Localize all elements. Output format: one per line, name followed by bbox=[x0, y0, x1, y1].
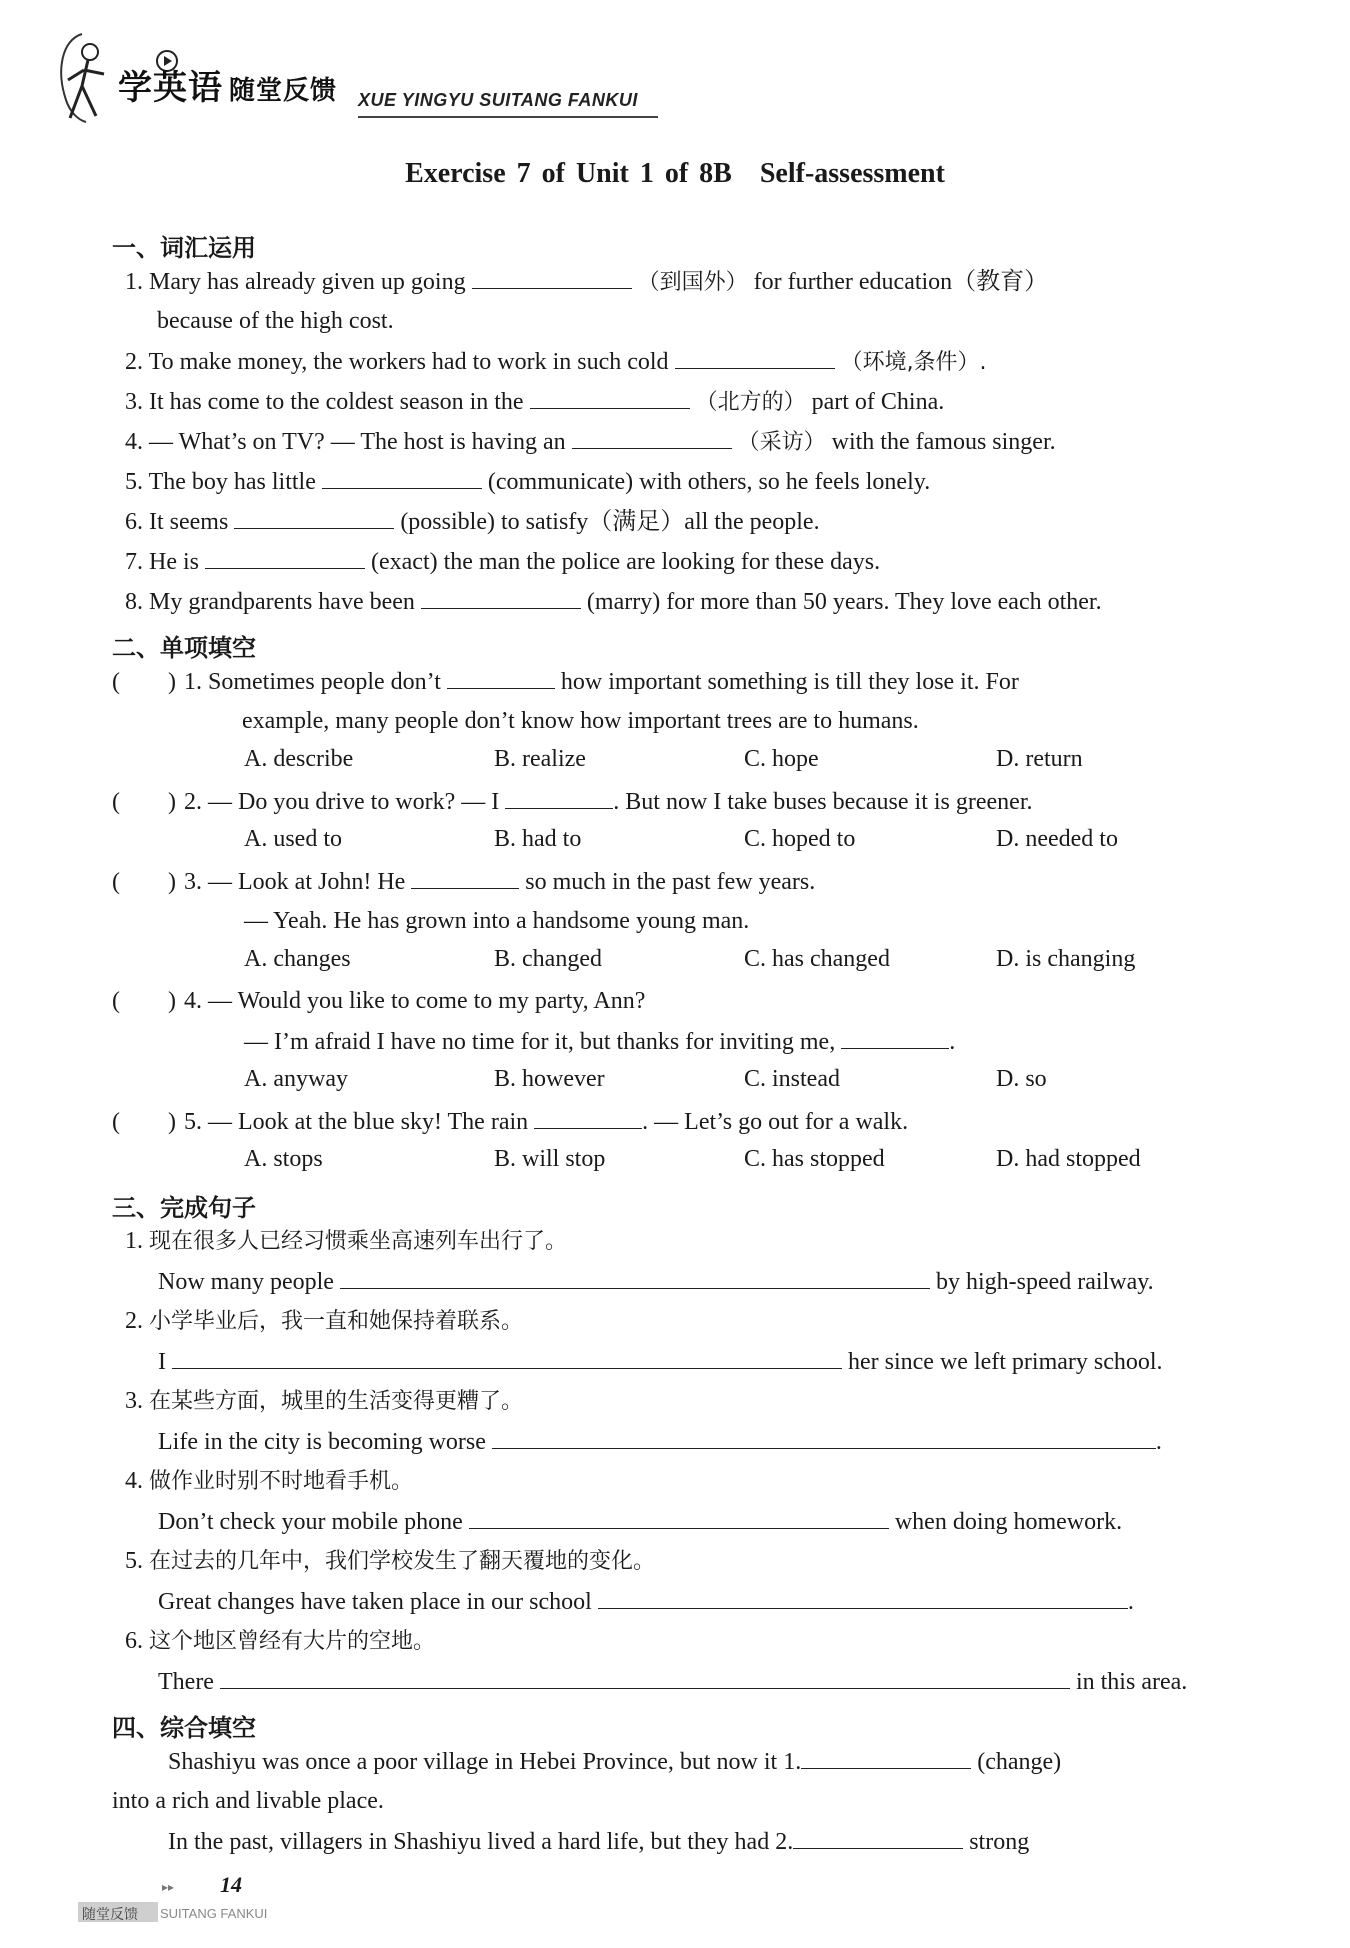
option: D. return bbox=[996, 746, 1083, 772]
s1-item-8: 8. My grandparents have been (marry) for more than 50 years. They love each other. bbox=[125, 586, 1102, 617]
s2-item-4: ( ) 4. — Would you like to come to my party, Ann? bbox=[112, 988, 646, 1014]
brand-cn bbox=[118, 60, 337, 109]
option: B. will stop bbox=[494, 1146, 606, 1172]
s3-item-2-cn: 2. 小学毕业后，我一直和她保持着联系。 bbox=[125, 1308, 524, 1334]
s2-item-5: ( ) 5. — Look at the blue sky! The rain . — Let’s go out for a walk. bbox=[112, 1106, 908, 1137]
answer-blank[interactable] bbox=[447, 666, 555, 689]
section3-heading: 三、完成句子 bbox=[112, 1194, 256, 1222]
answer-paren[interactable]: ( ) bbox=[112, 869, 176, 895]
student-logo-icon bbox=[52, 30, 116, 125]
option: A. changes bbox=[244, 946, 351, 972]
s2-item-1-cont: example, many people don’t know how important trees are to humans. bbox=[242, 708, 919, 734]
answer-blank[interactable] bbox=[469, 1506, 889, 1529]
page-title bbox=[0, 158, 1350, 190]
s3-item-3-cn: 3. 在某些方面，城里的生活变得更糟了。 bbox=[125, 1388, 524, 1414]
s1-item-5: 5. The boy has little (communicate) with others, so he feels lonely. bbox=[125, 466, 930, 497]
brand-cn-main: 学英语 bbox=[118, 68, 223, 108]
answer-blank[interactable] bbox=[172, 1346, 842, 1369]
footer-cn: 随堂反馈 bbox=[82, 1907, 138, 1923]
option: B. had to bbox=[494, 826, 582, 852]
s3-item-2-en: I her since we left primary school. bbox=[158, 1346, 1163, 1377]
s1-item-3: 3. It has come to the coldest season in the （北方的） part of China. bbox=[125, 386, 944, 418]
s3-item-6-en: There in this area. bbox=[158, 1666, 1187, 1697]
section1-heading: 一、词汇运用 bbox=[112, 234, 256, 262]
option: A. used to bbox=[244, 826, 342, 852]
answer-blank[interactable] bbox=[472, 266, 632, 289]
s1-item-7: 7. He is (exact) the man the police are looking for these days. bbox=[125, 546, 880, 577]
answer-blank[interactable] bbox=[598, 1586, 1128, 1609]
s3-item-5-cn: 5. 在过去的几年中，我们学校发生了翻天覆地的变化。 bbox=[125, 1548, 656, 1574]
option: D. so bbox=[996, 1066, 1047, 1092]
s2-item-4-cont: — I’m afraid I have no time for it, but thanks for inviting me, . bbox=[244, 1026, 955, 1057]
answer-paren[interactable]: ( ) bbox=[112, 1109, 176, 1135]
s3-item-6-cn: 6. 这个地区曾经有大片的空地。 bbox=[125, 1628, 436, 1654]
option: A. anyway bbox=[244, 1066, 348, 1092]
brand-cn-sub: 随堂反馈 bbox=[229, 76, 338, 106]
title-left: Exercise 7 of Unit 1 of 8B bbox=[405, 158, 732, 189]
answer-blank[interactable] bbox=[411, 866, 519, 889]
option: B. however bbox=[494, 1066, 605, 1092]
answer-blank[interactable] bbox=[675, 346, 835, 369]
answer-blank[interactable] bbox=[322, 466, 482, 489]
s3-item-1-en: Now many people by high-speed railway. bbox=[158, 1266, 1154, 1297]
answer-blank[interactable] bbox=[220, 1666, 1070, 1689]
section2-heading: 二、单项填空 bbox=[112, 634, 256, 662]
option: C. hoped to bbox=[744, 826, 856, 852]
s3-item-4-en: Don’t check your mobile phone when doing homework. bbox=[158, 1506, 1122, 1537]
s4-para-2: In the past, villagers in Shashiyu lived a hard life, but they had 2. strong bbox=[168, 1826, 1029, 1857]
title-right: Self-assessment bbox=[759, 158, 945, 189]
answer-blank[interactable] bbox=[205, 546, 365, 569]
option: C. hope bbox=[744, 746, 819, 772]
s4-para-1-cont: into a rich and livable place. bbox=[112, 1788, 384, 1814]
s1-item-4: 4. — What’s on TV? — The host is having an （采访） with the famous singer. bbox=[125, 426, 1056, 458]
footer-arrows-icon: ▸▸ bbox=[162, 1880, 175, 1894]
answer-blank[interactable] bbox=[340, 1266, 930, 1289]
option: C. has stopped bbox=[744, 1146, 885, 1172]
option: D. needed to bbox=[996, 826, 1118, 852]
s1-item-1-cont: because of the high cost. bbox=[157, 308, 394, 334]
s3-item-3-en: Life in the city is becoming worse . bbox=[158, 1426, 1162, 1457]
option: A. stops bbox=[244, 1146, 323, 1172]
option: A. describe bbox=[244, 746, 354, 772]
section4-heading: 四、综合填空 bbox=[112, 1714, 256, 1742]
s1-item-6: 6. It seems (possible) to satisfy（满足）all the people. bbox=[125, 506, 820, 537]
option: C. instead bbox=[744, 1066, 840, 1092]
page-header bbox=[40, 20, 680, 130]
s3-item-5-en: Great changes have taken place in our school . bbox=[158, 1586, 1134, 1617]
page-number: 14 bbox=[220, 1872, 242, 1897]
answer-paren[interactable]: ( ) bbox=[112, 789, 176, 815]
answer-blank[interactable] bbox=[492, 1426, 1156, 1449]
answer-paren[interactable]: ( ) bbox=[112, 988, 176, 1014]
answer-blank[interactable] bbox=[841, 1026, 949, 1049]
answer-blank[interactable] bbox=[801, 1746, 971, 1769]
answer-blank[interactable] bbox=[421, 586, 581, 609]
answer-blank[interactable] bbox=[534, 1106, 642, 1129]
header-rule bbox=[358, 116, 658, 118]
s1-item-1: 1. Mary has already given up going （到国外） for further education（教育） bbox=[125, 266, 1048, 298]
s2-item-3: ( ) 3. — Look at John! He so much in the past few years. bbox=[112, 866, 815, 897]
option: B. changed bbox=[494, 946, 602, 972]
s2-item-1: ( ) 1. Sometimes people don’t how important something is till they lose it. For bbox=[112, 666, 1019, 697]
option: D. had stopped bbox=[996, 1146, 1141, 1172]
answer-blank[interactable] bbox=[530, 386, 690, 409]
option: B. realize bbox=[494, 746, 586, 772]
answer-blank[interactable] bbox=[572, 426, 732, 449]
s2-item-2: ( ) 2. — Do you drive to work? — I . But now I take buses because it is greener. bbox=[112, 786, 1033, 817]
answer-paren[interactable]: ( ) bbox=[112, 669, 176, 695]
option: D. is changing bbox=[996, 946, 1136, 972]
s2-item-3-cont: — Yeah. He has grown into a handsome young man. bbox=[244, 908, 750, 934]
s1-item-2: 2. To make money, the workers had to work in such cold （环境,条件）. bbox=[125, 346, 987, 378]
answer-blank[interactable] bbox=[793, 1826, 963, 1849]
answer-blank[interactable] bbox=[234, 506, 394, 529]
answer-blank[interactable] bbox=[505, 786, 613, 809]
option: C. has changed bbox=[744, 946, 890, 972]
footer-en: SUITANG FANKUI bbox=[160, 1906, 268, 1921]
brand-en: XUE YINGYU SUITANG FANKUI bbox=[358, 90, 638, 110]
s3-item-1-cn: 1. 现在很多人已经习惯乘坐高速列车出行了。 bbox=[125, 1228, 568, 1254]
s3-item-4-cn: 4. 做作业时别不时地看手机。 bbox=[125, 1468, 414, 1494]
s4-para-1: Shashiyu was once a poor village in Hebei Province, but now it 1. (change) bbox=[168, 1746, 1061, 1777]
